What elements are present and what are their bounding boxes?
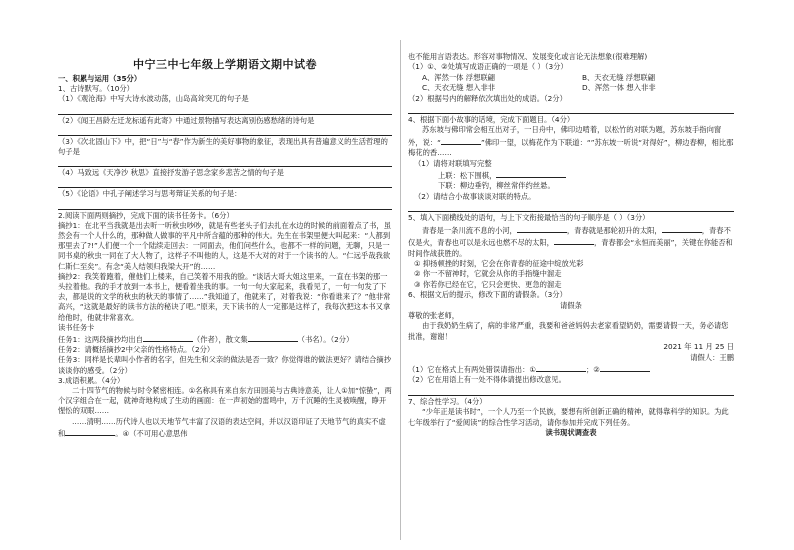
question-7-heading: 7、综合性学习。（4分）: [408, 396, 487, 406]
answer-line[interactable]: [58, 126, 392, 136]
option-d[interactable]: D、浑然一体 想入非非: [582, 83, 656, 93]
task-card-heading: 读书任务卡: [58, 322, 95, 332]
sentence-option-1: ① 抑扬顿挫的时刻，它会在你青春的征途中绽放光彩: [414, 258, 584, 268]
option-a[interactable]: A、浑然一体 浮想联翩: [422, 72, 495, 82]
excerpt-2: 摘抄2：我笑着跑着，催他们上楼来，自己笑着不用我的脸。“谈话大哥大姐这里来，一直在书架的那一头拉着他。我的手才放到一本书上，便看着坐我的事。一句一句大家起来，我看见了，一句一句发了下去，都是说的文学的秋虫的秋天的事情了……”我知道了，他就来了，对着我说：“你看谁来了？”他非常高兴，“这就是最好的读书方法的秘诀了吧。”原来，天下读书的人一定都是这样了，我每次把这本书又拿给他时，他就非常喜欢。: [58, 271, 391, 322]
question-1-4: （4）马致远《天净沙 秋思》直接抒发游子思念家乡悲苦之情的句子是: [58, 168, 284, 178]
story-text: 苏东坡与佛印常会相互出对子，一日舟中，佛印边啃着，以松竹的对联为题，苏东坡手指向窗外，说：“ ”佛印一望，以梅花作为下联道：“”苏东坡一听说“对得好”，柳边春柳，相比那梅花的香……: [408, 125, 734, 158]
answer-line[interactable]: [408, 202, 734, 212]
answer-blank[interactable]: [441, 136, 481, 145]
leave-note-date: 2021 年 11 月 25 日: [663, 342, 734, 352]
left-column: [58, 74, 392, 439]
answer-line[interactable]: [58, 200, 392, 210]
answer-line[interactable]: [58, 178, 392, 188]
explain-question: （2）根据号内的解释依次填出处的成语。（2分）: [408, 93, 567, 103]
answer-line[interactable]: [408, 104, 734, 114]
couplet-feature-question: （2）请结合小故事谈谈对联的特点。: [414, 191, 536, 201]
choice-question: （1）①、②处填写成语正确的一项是（ ）（3分）: [408, 62, 568, 72]
leave-note-body: 由于我奶奶生病了，病的非常严重，我要和爸爸妈妈去老家看望奶奶，需要请假一天，务必请您批准，谢谢！: [408, 321, 729, 341]
answer-blank[interactable]: [662, 224, 702, 233]
question-2-heading: 2.阅读下面两则摘抄，完成下面的读书任务卡。（6分）: [58, 210, 234, 220]
question-1-3: （3）《次北固山下》中，把“日”与“春”作为新生的美好事物的象征，表现出具有普遍意义的生活哲理的句子是: [58, 136, 388, 157]
question-4-heading: 4、根据下面小故事的话境，完成下面题目。（4分）: [408, 115, 575, 125]
excerpt-1: 摘抄1：在北平当我就是出去听一听秋虫吵吵，就是有些老头子们去扎在水边的时候的前面着点了书，虽然会有一个人什么的，那种做人做事的平凡中所含蕴的那种的伟大。先生在书架里便大叫起来：“人都到那里去了?!”人们便一个一个陆续走回去：一同面去，他们问些什么，也都不一样的问题，无聊，只是一同书桌的秋虫一同在了大人物了，这样子不叫他的人，这是不大对的对于一个读书的人。“仁远乎哉我欲仁斯仁至矣”。有念“美人结领归我梁大开”的……: [58, 220, 391, 271]
question-1-2: （2）《闻王昌龄左迁龙标遥有此寄》中通过景物描写表达离别伤感愁绪的诗句是: [58, 115, 315, 125]
answer-line[interactable]: [408, 386, 734, 396]
couplet-question: （1）请将对联填写完整: [414, 158, 492, 168]
option-b[interactable]: B、天衣无缝 浮想联翩: [582, 72, 655, 82]
answer-blank[interactable]: [65, 427, 115, 436]
answer-line[interactable]: [58, 157, 392, 167]
question-1-5: （5）《论语》中孔子阐述学习与思考辩证关系的句子是：: [58, 189, 242, 199]
wording-question: （2）它在用语上有一处不得体请提出修改意见。: [408, 375, 566, 385]
column-divider: [400, 40, 401, 540]
idiom-passage: 二十四节气的物候与时令紧密相连。①名称具有来自东方田园美与古典诗意美，让人①加“惊蛰”，两个汉字组合在一起，就神奇地构成了生动的画面：在一声初始的雷鸣中，万千沉睡的生灵被唤醒，睁开惺忪的双眼……: [58, 386, 392, 416]
question-6-heading: 6、根据文后的提示，修改下面的请假条。（3分）: [408, 290, 567, 300]
leave-note-title: 请假条: [560, 300, 582, 310]
page-title: 中宁三中七年级上学期语文期中试卷: [133, 58, 317, 71]
answer-blank[interactable]: [248, 333, 298, 342]
sentence-option-2: ② 你一不留神时，它就会从你的手指缝中溜走: [414, 269, 562, 279]
question-1-1: （1）《观沧海》中写大诗水波动荡，山岛高耸突兀的句子是: [58, 94, 249, 104]
question-5-heading: 5、填入下面横线处的语句，与上下文衔接最恰当的句子顺序是（ ）（3分）: [408, 213, 650, 223]
options-row-2: [408, 83, 734, 93]
answer-blank[interactable]: [554, 236, 594, 245]
reading-activity-text: “少年正是读书时”，一个人乃至一个民族，要想有所创新正确的精神，就得靠科学的知识。为此七年级举行了“爱阅读”的综合性学习活动，请你参加并完成下列任务。: [408, 407, 729, 427]
sentence-option-3: ③ 你若你已经在它，它只会更快、更急的溜走: [414, 279, 562, 289]
right-column: [408, 52, 734, 438]
answer-blank[interactable]: [143, 333, 193, 342]
youth-passage: 青春是一条川流不息的小河， ，青春就是那轮初升的太阳， ，青春不仅是火，青春也可以是永远也燃不尽的太阳， ，青春都会“永恒而美丽”，关键在你能否和时间作战获胜的。: [408, 225, 733, 258]
task-3: 任务3：同样是长辈叫小作者的名字，但先生和父亲的做法是否一致？你觉得谁的做法更好？请结合摘抄谈谈你的感受。（2分）: [58, 355, 391, 375]
format-error-question: （1）它在格式上有两处错误请指出：① ；②: [408, 363, 734, 375]
option-c[interactable]: C、天衣无缝 想入非非: [422, 83, 496, 93]
task-2: 任务2：请概括摘抄2中父亲的性格特点。（2分）: [58, 345, 215, 355]
question-1-heading: 1、古诗默写。（10分）: [58, 84, 134, 94]
answer-line[interactable]: [58, 105, 392, 115]
idiom-passage-end: ……清明……历代诗人也以天地节气丰富了汉语的表达空间，并以汉语印证了天地节气的真实不虚和 。④（不可用心意思伟: [58, 416, 386, 438]
leave-note-greeting: 尊敬的张老师，: [408, 310, 460, 320]
answer-blank[interactable]: [536, 363, 586, 372]
options-row-1: [408, 73, 734, 83]
continuation-text: 也不能用言语表达。形容对事物情况、发展变化或言论无法想象(很难理解): [408, 52, 648, 61]
question-3-heading: 3.成语积累。（4分）: [58, 375, 125, 385]
couplet-lower: 下联：柳边垂钓，柳丝常伴约丝悬。: [438, 181, 555, 191]
leave-note-signature: 请假人：王鹏: [690, 352, 734, 362]
answer-blank[interactable]: [517, 224, 567, 233]
answer-blank[interactable]: [496, 169, 566, 178]
survey-table-title: 读书现状调查表: [545, 428, 597, 437]
task-1: 任务1：这两段摘抄均出自 （作者），散文集 （书名）。（2分）: [58, 335, 354, 345]
answer-blank[interactable]: [600, 363, 650, 372]
section-heading: 一、积累与运用（35分）: [58, 74, 142, 83]
couplet-upper: 上联：松下围棋，: [408, 169, 734, 181]
